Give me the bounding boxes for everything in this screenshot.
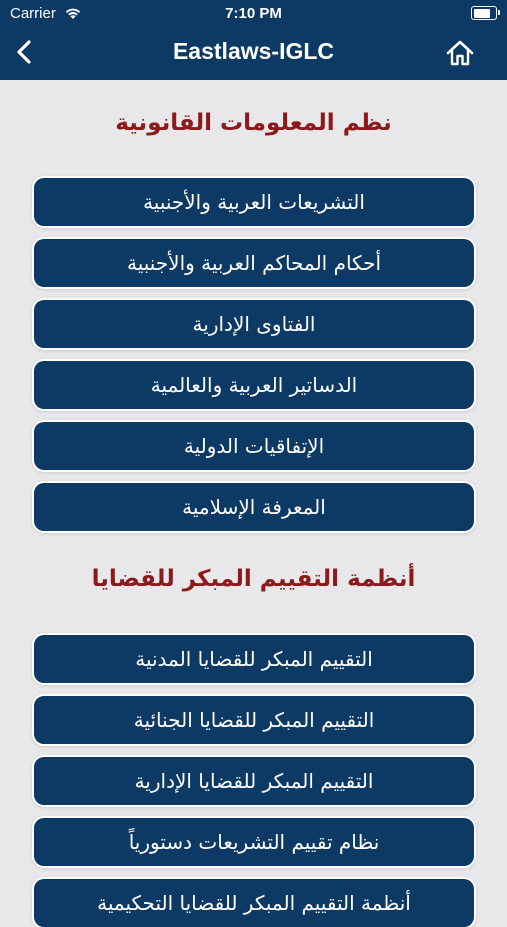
home-icon[interactable] <box>445 38 475 68</box>
section-title-early-assessment: أنظمة التقييم المبكر للقضايا <box>91 566 416 592</box>
btn-islamic-knowledge[interactable]: المعرفة الإسلامية <box>34 483 474 531</box>
navigation-bar <box>0 28 507 80</box>
app-header <box>0 0 507 80</box>
btn-administrative-fatwas[interactable]: الفتاوى الإدارية <box>34 300 474 348</box>
btn-administrative-assessment[interactable]: التقييم المبكر للقضايا الإدارية <box>34 757 474 805</box>
btn-arab-foreign-legislation[interactable]: التشريعات العربية والأجنبية <box>34 178 474 226</box>
status-bar <box>0 0 507 28</box>
btn-constitutions[interactable]: الدساتير العربية والعالمية <box>34 361 474 409</box>
status-time: 7:10 PM <box>225 5 282 22</box>
btn-international-agreements[interactable]: الإتفاقيات الدولية <box>34 422 474 470</box>
main-content <box>0 80 507 915</box>
btn-civil-assessment[interactable]: التقييم المبكر للقضايا المدنية <box>34 635 474 683</box>
battery-icon <box>471 6 497 20</box>
btn-criminal-assessment[interactable]: التقييم المبكر للقضايا الجنائية <box>34 696 474 744</box>
carrier-label: Carrier <box>10 5 56 22</box>
btn-court-rulings[interactable]: أحكام المحاكم العربية والأجنبية <box>34 239 474 287</box>
btn-arbitration-assessment[interactable]: أنظمة التقييم المبكر للقضايا التحكيمية <box>34 879 474 927</box>
nav-title: Eastlaws-IGLC <box>172 38 335 64</box>
btn-constitutional-review[interactable]: نظام تقييم التشريعات دستورياً <box>34 818 474 866</box>
section-title-legal-info: نظم المعلومات القانونية <box>115 110 392 136</box>
